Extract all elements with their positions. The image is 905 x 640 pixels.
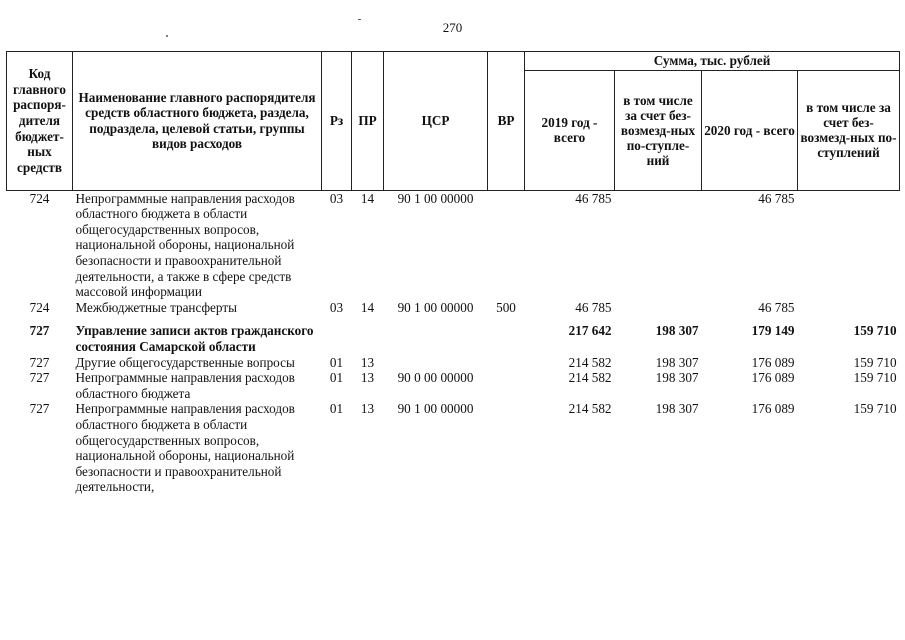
cell-2019-grants: 198 307 bbox=[655, 401, 699, 417]
cell-2020-total: 176 089 bbox=[751, 354, 795, 370]
page-number: 270 bbox=[442, 20, 463, 35]
header-csr: ЦСР bbox=[384, 52, 488, 191]
cell-vr bbox=[488, 401, 525, 495]
table-body bbox=[7, 190, 900, 495]
cell-vr bbox=[488, 315, 525, 354]
cell-rz: 01 bbox=[329, 401, 344, 417]
cell-2019-total: 214 582 bbox=[568, 370, 612, 386]
cell-csr: 90 1 00 00000 bbox=[397, 190, 474, 206]
cell-2019-total: 214 582 bbox=[568, 401, 612, 417]
cell-rz bbox=[322, 315, 352, 354]
cell-csr bbox=[384, 355, 488, 371]
table-row bbox=[7, 315, 900, 354]
scan-speck bbox=[166, 35, 168, 37]
cell-code: 727 bbox=[29, 354, 50, 370]
cell-code: 724 bbox=[29, 299, 50, 315]
cell-rz: 03 bbox=[329, 190, 344, 206]
cell-2019-total: 46 785 bbox=[575, 190, 612, 206]
cell-2020-grants: 159 710 bbox=[853, 370, 897, 386]
cell-vr bbox=[488, 190, 525, 300]
cell-2019-grants: 198 307 bbox=[655, 354, 699, 370]
table-row bbox=[7, 401, 900, 495]
cell-pr: 13 bbox=[360, 401, 375, 417]
cell-pr: 13 bbox=[360, 370, 375, 386]
header-2020-total: 2020 год - всего bbox=[702, 70, 798, 190]
cell-2019-grants: 198 307 bbox=[655, 370, 699, 386]
cell-2020-grants: 159 710 bbox=[853, 401, 897, 417]
header-name: Наименование главного распорядителя средств областного бюджета, раздела, подраздела, целевой статьи, группы видов расходов bbox=[73, 52, 322, 191]
cell-2020-total: 176 089 bbox=[751, 401, 795, 417]
cell-2020-grants bbox=[798, 300, 900, 316]
cell-name: Управление записи актов гражданского состояния Самарской области bbox=[75, 323, 314, 354]
cell-vr: 500 bbox=[496, 299, 516, 315]
header-2019-grants: в том числе за счет без-возмезд-ных по-ступле-ний bbox=[615, 70, 702, 190]
header-sum: Сумма, тыс. рублей bbox=[525, 52, 900, 71]
cell-code: 727 bbox=[29, 401, 50, 417]
cell-2020-total: 46 785 bbox=[758, 190, 795, 206]
cell-2019-total: 214 582 bbox=[568, 354, 612, 370]
cell-code: 724 bbox=[29, 190, 50, 206]
cell-pr: 14 bbox=[360, 190, 375, 206]
cell-vr bbox=[488, 370, 525, 401]
header-rz: Рз bbox=[322, 52, 352, 191]
cell-2019-total: 46 785 bbox=[575, 299, 612, 315]
cell-name: Непрограммные направления расходов областного бюджета в области общегосударственных вопросов, национальной обороны, национальной безопасности и правоохранительной деятельности, bbox=[75, 401, 295, 495]
cell-2019-grants bbox=[615, 190, 702, 300]
cell-csr: 90 1 00 00000 bbox=[397, 401, 474, 417]
cell-rz: 01 bbox=[329, 370, 344, 386]
cell-2020-grants bbox=[798, 190, 900, 300]
table-row bbox=[7, 190, 900, 300]
cell-code: 727 bbox=[29, 323, 50, 339]
scan-speck bbox=[358, 19, 361, 20]
cell-2019-grants: 198 307 bbox=[655, 323, 699, 339]
header-vr: ВР bbox=[488, 52, 525, 191]
cell-2020-grants: 159 710 bbox=[853, 354, 897, 370]
table-row bbox=[7, 300, 900, 316]
cell-2019-total: 217 642 bbox=[568, 323, 612, 339]
cell-rz: 03 bbox=[329, 299, 344, 315]
cell-2020-grants: 159 710 bbox=[853, 323, 897, 339]
table-header bbox=[7, 52, 900, 191]
cell-csr: 90 1 00 00000 bbox=[397, 299, 474, 315]
header-2019-total: 2019 год - всего bbox=[525, 70, 615, 190]
header-code: Код главного распоря-дителя бюджет-ных средств bbox=[7, 52, 73, 191]
budget-table bbox=[6, 51, 900, 495]
cell-pr bbox=[352, 315, 384, 354]
cell-2020-total: 176 089 bbox=[751, 370, 795, 386]
cell-csr: 90 0 00 00000 bbox=[397, 370, 474, 386]
header-2020-grants: в том числе за счет без-возмезд-ных по-ступлений bbox=[798, 70, 900, 190]
cell-2019-grants bbox=[615, 300, 702, 316]
cell-name: Межбюджетные трансферты bbox=[75, 299, 237, 315]
cell-rz: 01 bbox=[329, 354, 344, 370]
cell-name: Непрограммные направления расходов областного бюджета в области общегосударственных вопросов, национальной обороны, национальной безопасности и правоохранительной деятельности, а также в сфере средств массовой информации bbox=[75, 190, 295, 300]
cell-pr: 13 bbox=[360, 354, 375, 370]
table-row bbox=[7, 355, 900, 371]
cell-csr bbox=[384, 315, 488, 354]
cell-2020-total: 179 149 bbox=[751, 323, 795, 339]
header-pr: ПР bbox=[352, 52, 384, 191]
cell-code: 727 bbox=[29, 370, 50, 386]
table-row bbox=[7, 370, 900, 401]
cell-name: Другие общегосударственные вопросы bbox=[75, 354, 295, 370]
cell-2020-total: 46 785 bbox=[758, 299, 795, 315]
cell-pr: 14 bbox=[360, 299, 375, 315]
cell-vr bbox=[488, 355, 525, 371]
cell-name: Непрограммные направления расходов областного бюджета bbox=[75, 370, 295, 401]
